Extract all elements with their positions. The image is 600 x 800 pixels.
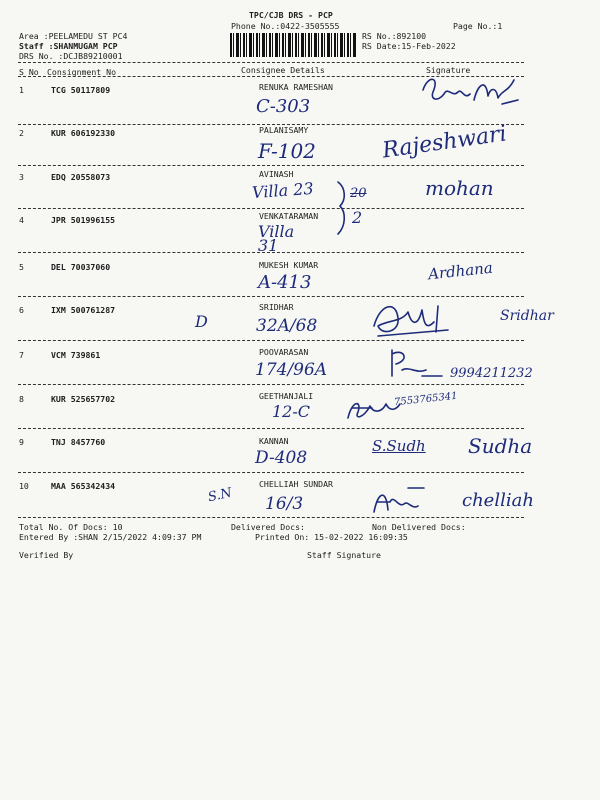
handwritten-note: 2 [352,208,363,227]
row-sno: 2 [19,128,24,138]
signature-10 [368,484,438,518]
handwritten-signature: Sudha [468,434,533,458]
footer-divider [18,517,524,518]
row-consignment: TCG 50117809 [51,85,111,95]
signature-6 [368,296,463,342]
handwritten-note: D [195,312,208,331]
row-consignment: DEL 70037060 [51,262,111,272]
row-sno: 5 [19,262,24,272]
row-divider [18,428,524,429]
row-consignment: VCM 739861 [51,350,101,360]
drs-number: DRS No. :DCJB89210001 [19,51,123,61]
row-consignee-name: PALANISAMY [259,125,309,135]
handwritten-phone: 9994211232 [450,366,533,381]
handwritten-phone: 7553765341 [393,390,459,409]
col-sno: S No [19,67,39,77]
staff-label: Staff :SHANMUGAM PCP [19,41,118,51]
handwritten-address: Villa 23 [251,178,315,203]
header-divider [18,62,524,63]
row-consignment: MAA 565342434 [51,481,116,491]
rs-number: RS No.:892100 [362,31,427,41]
row-divider [18,472,524,473]
phone-number: Phone No.:0422-3505555 [231,21,340,31]
handwritten-signature: Rajeshwari [380,121,509,164]
handwritten-signature: Sridhar [500,308,554,324]
handwritten-address: 174/96A [255,360,328,380]
row-consignment: KUR 606192330 [51,128,116,138]
row-sno: 10 [19,481,29,491]
col-consignee: Consignee Details [241,65,325,75]
signature-1 [418,70,528,120]
handwritten-address: C-303 [256,96,311,117]
row-sno: 1 [19,85,24,95]
row-sno: 8 [19,394,24,404]
row-consignment: KUR 525657702 [51,394,116,404]
col-consignment: Consignment No [47,67,117,77]
row-sno: 6 [19,305,24,315]
handwritten-address: Villa 31 [258,222,295,255]
handwritten-address: 12-C [272,402,311,421]
row-consignment: JPR 501996155 [51,215,116,225]
row-divider [18,252,524,253]
handwritten-address: A-413 [258,272,312,293]
row-consignee-name: SRIDHAR [259,302,294,312]
handwritten-note: 20 [350,186,367,201]
row-consignee-name: MUKESH KUMAR [259,260,319,270]
row-divider [18,208,524,209]
handwritten-signature: mohan [425,176,494,200]
handwritten-address: F-102 [258,139,316,163]
row-divider [18,340,524,341]
page-number: Page No.:1 [453,21,503,31]
row-consignment: IXM 500761287 [51,305,116,315]
verified-by: Verified By [19,550,74,560]
handwritten-note: S.Sudh [372,437,426,455]
handwritten-address: 16/3 [265,494,304,514]
handwritten-note: S.N [206,485,234,506]
handwritten-address: D-408 [255,448,308,468]
row-consignee-name: AVINASH [259,169,294,179]
delivered-docs: Delivered Docs: [231,522,305,532]
entered-by: Entered By :SHAN 2/15/2022 4:09:37 PM [19,532,202,542]
row-consignee-name: POOVARASAN [259,347,309,357]
handwritten-address: 32A/68 [256,316,318,336]
non-delivered-docs: Non Delivered Docs: [372,522,466,532]
row-consignee-name: KANNAN [259,436,289,446]
area-label: Area :PEELAMEDU ST PC4 [19,31,128,41]
row-consignee-name: VENKATARAMAN [259,211,319,221]
row-consignee-name: RENUKA RAMESHAN [259,82,333,92]
total-docs: Total No. Of Docs: 10 [19,522,123,532]
row-sno: 9 [19,437,24,447]
row-consignment: TNJ 8457760 [51,437,106,447]
handwritten-signature: chelliah [462,490,534,511]
printed-on: Printed On: 15-02-2022 16:09:35 [255,532,408,542]
row-sno: 3 [19,172,24,182]
col-signature: Signature [426,65,471,75]
staff-signature: Staff Signature [307,550,381,560]
row-consignee-name: GEETHANJALI [259,391,314,401]
row-consignment: EDQ 20558073 [51,172,111,182]
row-sno: 4 [19,215,24,225]
rs-date: RS Date:15-Feb-2022 [362,41,456,51]
row-divider [18,384,524,385]
doc-title: TPC/CJB DRS - PCP [249,10,333,20]
row-consignee-name: CHELLIAH SUNDAR [259,479,333,489]
barcode [230,33,356,57]
row-divider [18,165,524,166]
handwritten-signature: Ardhana [427,258,494,284]
row-sno: 7 [19,350,24,360]
signature-7 [386,346,446,382]
